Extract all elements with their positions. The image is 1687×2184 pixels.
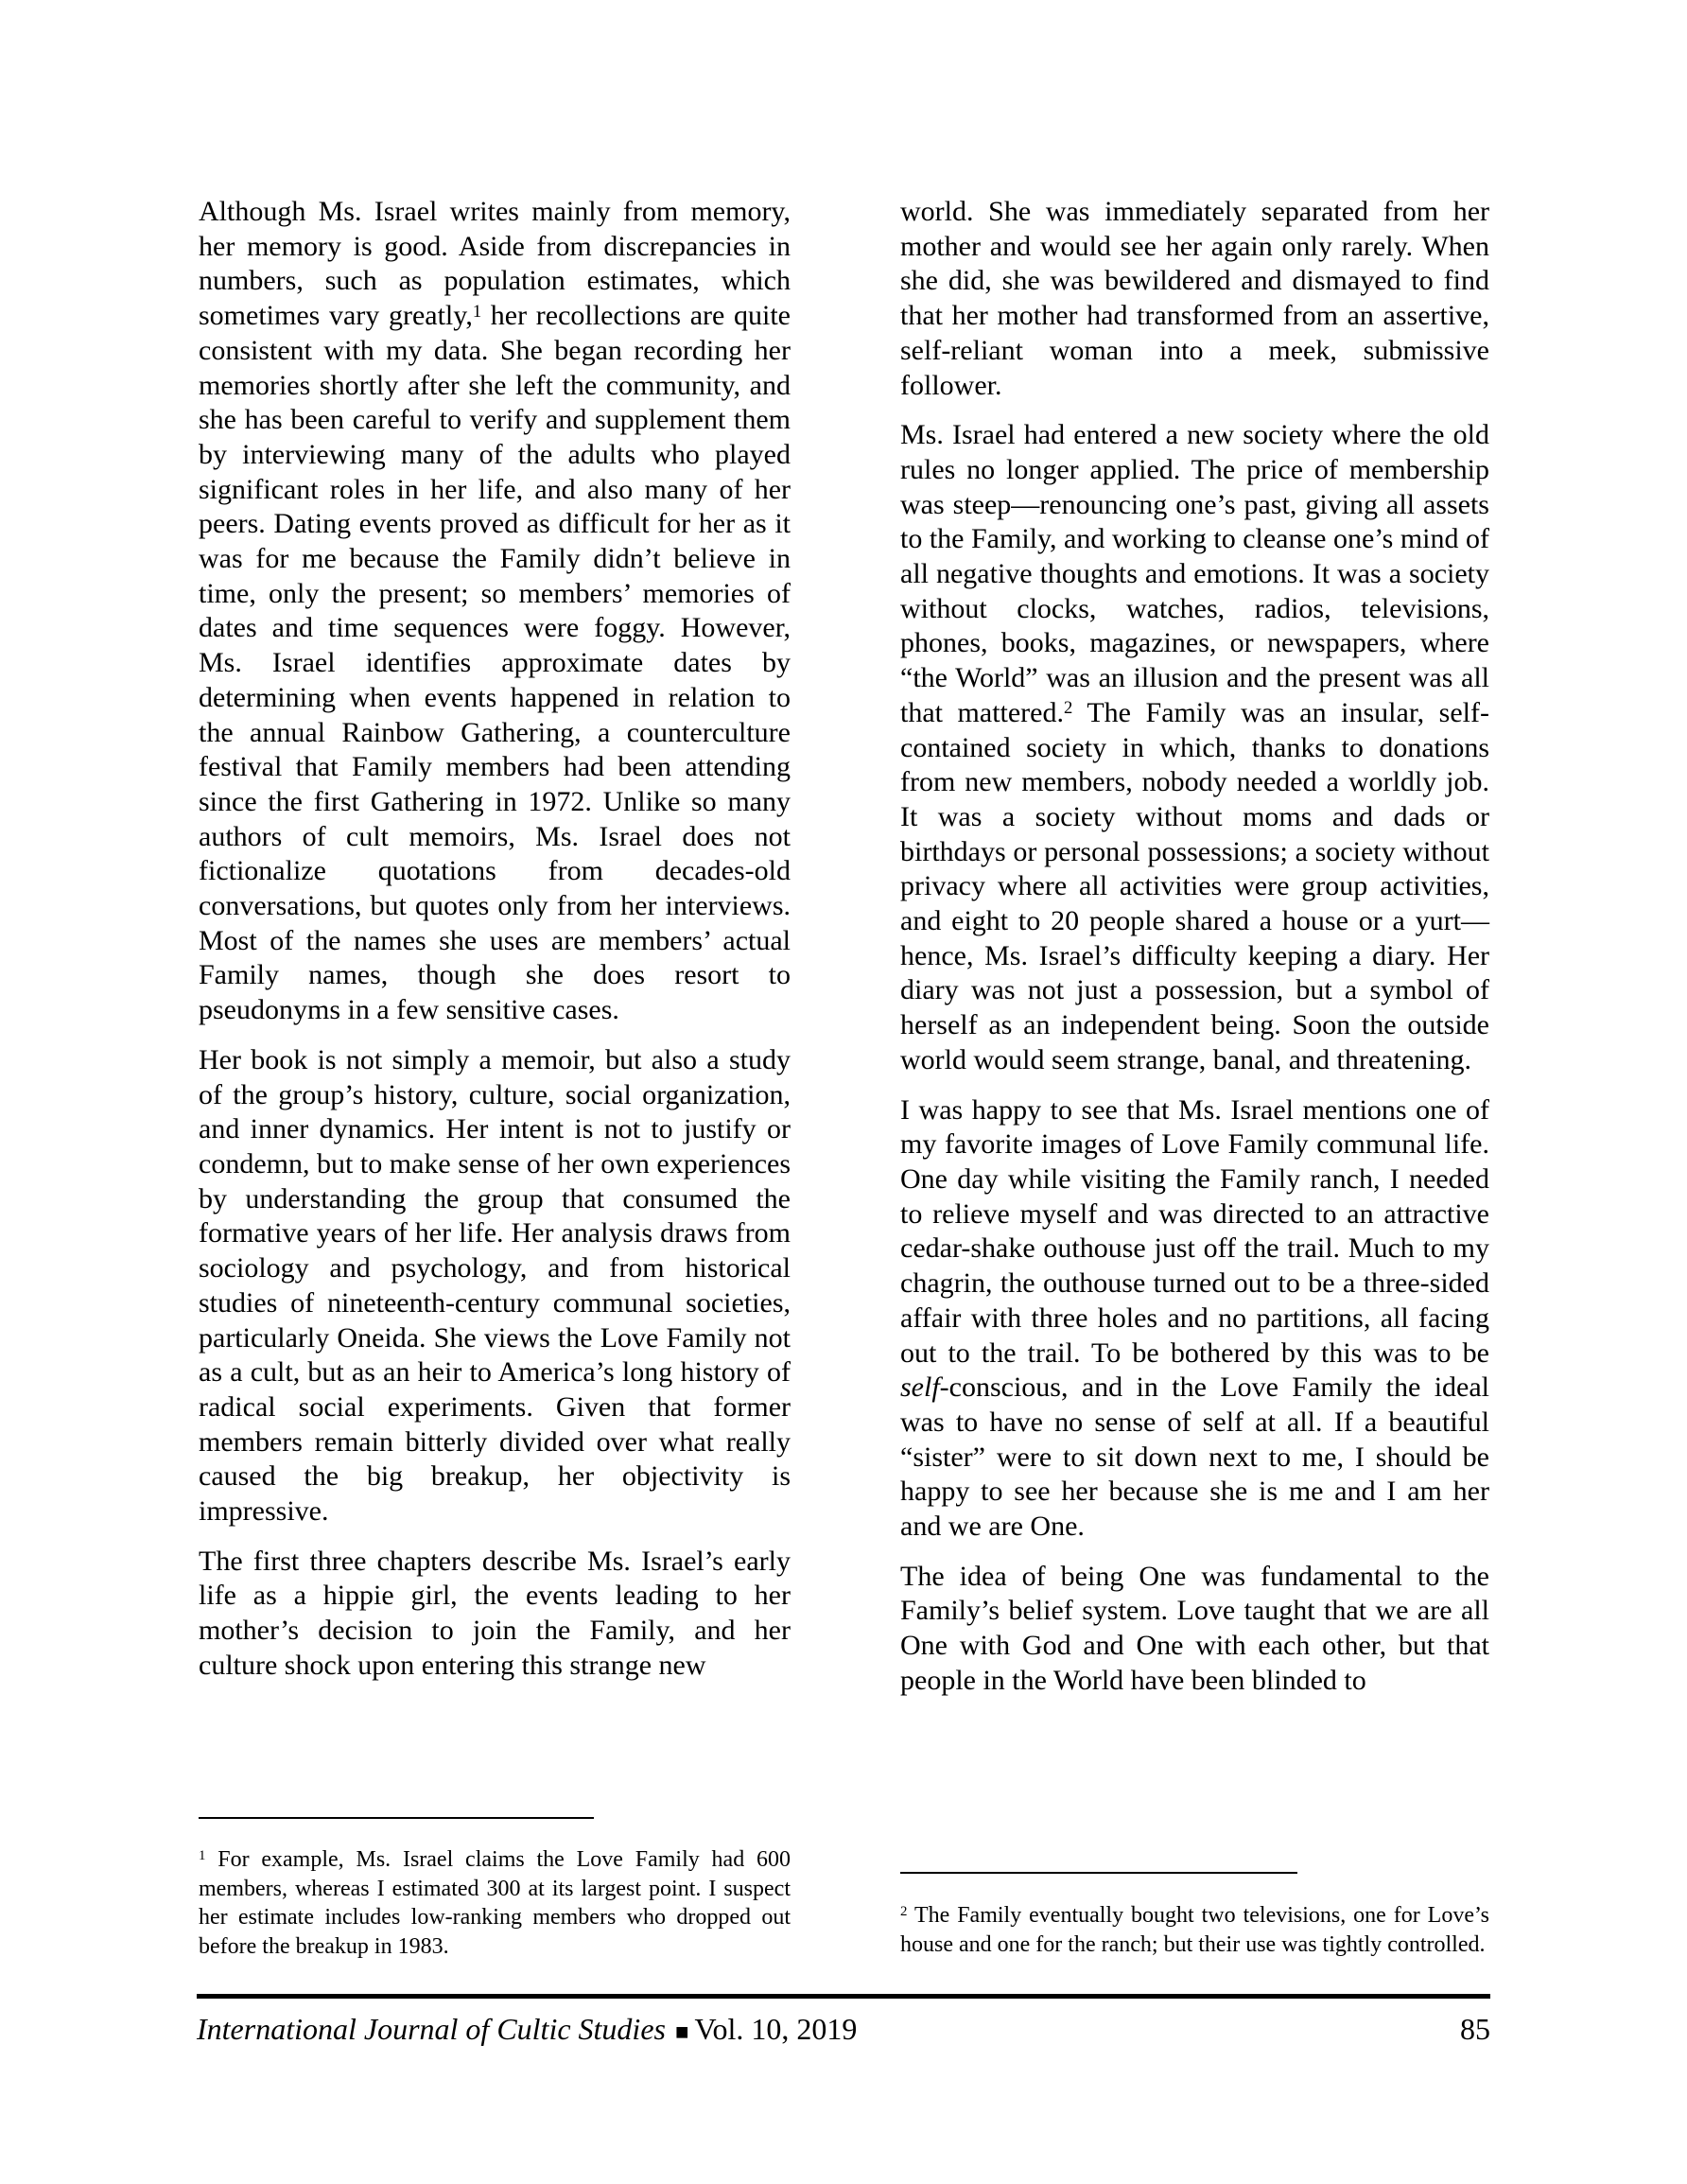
journal-volume: Vol. 10, 2019	[694, 2012, 858, 2046]
journal-title: International Journal of Cultic Studies	[197, 2012, 666, 2046]
footnote-marker: 1	[199, 1848, 206, 1864]
footer-journal-info	[197, 2011, 857, 2051]
right-column	[900, 195, 1489, 1699]
page-footer	[197, 2011, 1490, 2051]
footnote-reference: 1	[472, 301, 482, 322]
paragraph: Although Ms. Israel writes mainly from memory, her memory is good. Aside from discrepancies in numbers, such as population estimates, which sometimes vary greatly,$^1$ her recollections are quite consistent with my data. She began recording her memories shortly after she left the community, and she has been careful to verify and supplement them by interviewing many of the adults who played significant roles in her life, and also many of her peers. Dating events proved as difficult for her as it was for me because the Family didn’t believe in time, only the present; so members’ memories of dates and time sequences were foggy. However, Ms. Israel identifies approximate dates by determining when events happened in relation to the annual Rainbow Gathering, a counterculture festival that Family members had been attending since the first Gathering in 1972. Unlike so many authors of cult memoirs, Ms. Israel does not fictionalize quotations from decades-old conversations, but quotes only from her interviews. Most of the names she uses are members’ actual Family names, though she does resort to pseudonyms in a few sensitive cases.	[199, 196, 791, 1026]
footnote-2: $^2$ The Family eventually bought two televisions, one for Love’s house and one for the ranch; but their use was tightly controlled.	[900, 1903, 1489, 1957]
paragraph: The idea of being One was fundamental to the Family’s belief system. Love taught that we are all One with God and One with each other, but that people in the World have been blinded to	[900, 1560, 1489, 1696]
footnote-1: $^1$ For example, Ms. Israel claims the Love Family had 600 members, whereas I estimated 300 at its largest point. I suspect her estimate includes low-ranking members who dropped out before the breakup in 1983.	[199, 1847, 791, 1959]
footnote-separator-right	[900, 1872, 1297, 1874]
page-number: 85	[1460, 2012, 1490, 2046]
footnote-separator-left	[199, 1817, 594, 1819]
square-bullet-icon: ■	[674, 2020, 689, 2045]
footnote-reference: 2	[1064, 698, 1073, 719]
paragraph: Her book is not simply a memoir, but also a study of the group’s history, culture, social organization, and inner dynamics. Her intent is not to justify or condemn, but to make sense of her own experiences by understanding the group that consumed the formative years of her life. Her analysis draws from sociology and psychology, and from historical studies of nineteenth-century communal societies, particularly Oneida. She views the Love Family not as a cult, but as an heir to America’s long history of radical social experiments. Given that former members remain bitterly divided over what really caused the big breakup, her objectivity is impressive.	[199, 1043, 791, 1528]
footer-rule	[197, 1994, 1490, 1999]
italic-text: self-	[900, 1372, 949, 1404]
paragraph: The first three chapters describe Ms. Israel’s early life as a hippie girl, the events leading to her mother’s decision to join the Family, and her culture shock upon entering this strange new	[199, 1545, 791, 1681]
left-column	[199, 195, 791, 1684]
paragraph: I was happy to see that Ms. Israel mentions one of my favorite images of Love Family communal life. One day while visiting the Family ranch, I needed to relieve myself and was directed to an attractive cedar-shake outhouse just off the trail. Much to my chagrin, the outhouse turned out to be a three-sided affair with three holes and no partitions, all facing out to the trail. To be bothered by this was to be self-conscious, and in the Love Family the ideal was to have no sense of self at all. If a beautiful “sister” were to sit down next to me, I should be happy to see her because she is me and I am her and we are One.	[900, 1093, 1489, 1543]
paragraph: Ms. Israel had entered a new society where the old rules no longer applied. The price of membership was steep—renouncing one’s past, giving all assets to the Family, and working to cleanse one’s mind of all negative thoughts and emotions. It was a society without clocks, watches, radios, televisions, phones, books, magazines, or newspapers, where “the World” was an illusion and the present was all that mattered.$^2$ The Family was an insular, self-contained society in which, thanks to donations from new members, nobody needed a worldly job. It was a society without moms and dads or birthdays or personal possessions; a society without privacy where all activities were group activities, and eight to 20 people shared a house or a yurt—hence, Ms. Israel’s difficulty keeping a diary. Her diary was not just a possession, but a symbol of herself as an independent being. Soon the outside world would seem strange, banal, and threatening.	[900, 419, 1489, 1075]
paragraph: world. She was immediately separated from her mother and would see her again only rarely. When she did, she was bewildered and dismayed to find that her mother had transformed from an assertive, self-reliant woman into a meek, submissive follower.	[900, 196, 1489, 401]
footnote-marker: 2	[900, 1904, 908, 1920]
